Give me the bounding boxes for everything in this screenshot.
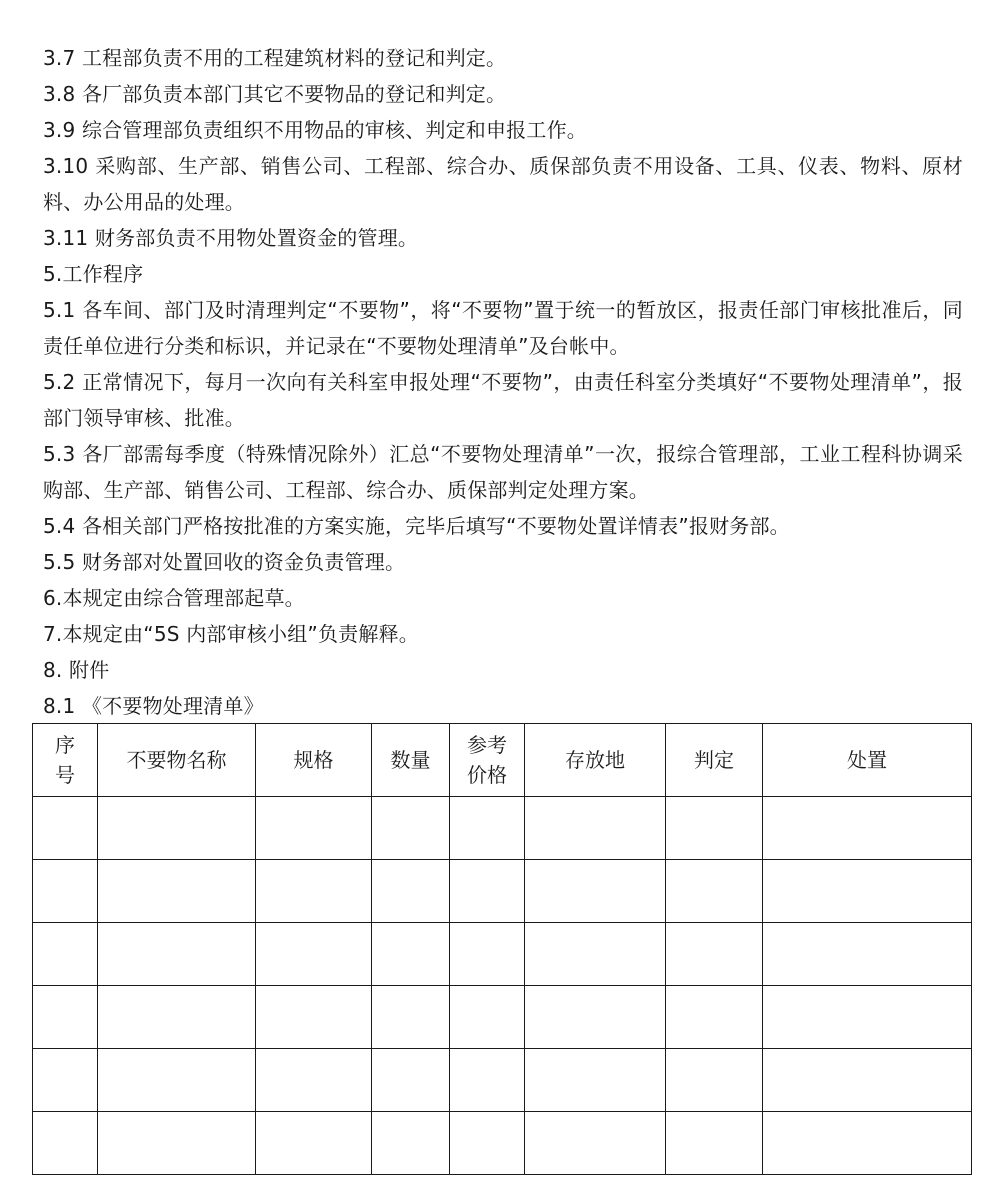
table-cell[interactable] [525,923,666,986]
header-reference-price [450,724,525,797]
header-quantity: 数量 [372,724,450,797]
paragraph: 5.1 各车间、部门及时清理判定“不要物”，将“不要物”置于统一的暂放区，报责任部门审核批准后，同责任单位进行分类和标识，并记录在“不要物处理清单”及台帐中。 [43,298,963,358]
table-cell[interactable] [450,797,525,860]
paragraph: 5.5 财务部对处置回收的资金负责管理。 [43,550,406,574]
table-cell[interactable] [450,1112,525,1175]
paragraph: 3.7 工程部负责不用的工程建筑材料的登记和判定。 [43,46,507,70]
table-cell[interactable] [372,797,450,860]
paragraph: 3.11 财务部负责不用物处置资金的管理。 [43,226,419,250]
disposal-list-table [32,723,972,1175]
table-cell[interactable] [450,923,525,986]
table-header-row [33,724,972,797]
table-cell[interactable] [256,1112,372,1175]
table-row [33,1049,972,1112]
table-cell[interactable] [33,860,98,923]
table-cell[interactable] [763,923,972,986]
disposal-list-table-wrap [32,723,971,1175]
table-cell[interactable] [372,1049,450,1112]
table-cell[interactable] [525,986,666,1049]
table-cell[interactable] [372,923,450,986]
table-cell[interactable] [33,797,98,860]
header-serial-no [33,724,98,797]
section-heading: 8. 附件 [43,658,110,682]
table-row [33,923,972,986]
table-cell[interactable] [666,923,763,986]
table-cell[interactable] [98,1049,256,1112]
header-item-name: 不要物名称 [98,724,256,797]
table-cell[interactable] [98,923,256,986]
table-cell[interactable] [98,860,256,923]
table-cell[interactable] [763,1112,972,1175]
table-cell[interactable] [763,986,972,1049]
paragraph: 5.4 各相关部门严格按批准的方案实施，完毕后填写“不要物处置详情表”报财务部。 [43,514,790,538]
table-cell[interactable] [98,986,256,1049]
table-cell[interactable] [666,797,763,860]
header-disposal: 处置 [763,724,972,797]
table-cell[interactable] [525,1112,666,1175]
table-cell[interactable] [372,986,450,1049]
table-row [33,797,972,860]
table-cell[interactable] [763,860,972,923]
table-cell[interactable] [525,797,666,860]
table-cell[interactable] [256,986,372,1049]
paragraph: 7.本规定由“5S 内部审核小组”负责解释。 [43,622,419,646]
table-cell[interactable] [450,1049,525,1112]
header-line: 参考 [467,733,507,757]
header-judgement: 判定 [666,724,763,797]
table-cell[interactable] [33,1112,98,1175]
table-cell[interactable] [33,986,98,1049]
table-cell[interactable] [525,860,666,923]
header-line: 价格 [467,763,507,787]
table-cell[interactable] [666,1049,763,1112]
table-cell[interactable] [666,1112,763,1175]
attachment-title: 8.1 《不要物处理清单》 [43,694,264,718]
table-cell[interactable] [256,1049,372,1112]
table-cell[interactable] [98,797,256,860]
header-storage-location: 存放地 [525,724,666,797]
paragraph: 3.10 采购部、生产部、销售公司、工程部、综合办、质保部负责不用设备、工具、仪表、物料、原材料、办公用品的处理。 [43,154,963,214]
body-text [43,40,963,724]
paragraph: 3.9 综合管理部负责组织不用物品的审核、判定和申报工作。 [43,118,587,142]
table-row [33,986,972,1049]
paragraph: 6.本规定由综合管理部起草。 [43,586,305,610]
header-line: 号 [55,763,75,787]
table-cell[interactable] [450,986,525,1049]
table-cell[interactable] [256,923,372,986]
section-heading: 5.工作程序 [43,262,144,286]
header-spec: 规格 [256,724,372,797]
table-cell[interactable] [33,1049,98,1112]
table-cell[interactable] [666,860,763,923]
table-cell[interactable] [763,797,972,860]
table-cell[interactable] [256,860,372,923]
table-cell[interactable] [525,1049,666,1112]
table-cell[interactable] [372,860,450,923]
table-cell[interactable] [33,923,98,986]
table-row [33,860,972,923]
header-line: 序 [55,733,75,757]
table-cell[interactable] [256,797,372,860]
table-cell[interactable] [763,1049,972,1112]
table-row [33,1112,972,1175]
paragraph: 3.8 各厂部负责本部门其它不要物品的登记和判定。 [43,82,507,106]
table-cell[interactable] [372,1112,450,1175]
paragraph: 5.2 正常情况下，每月一次向有关科室申报处理“不要物”，由责任科室分类填好“不要物处理清单”，报部门领导审核、批准。 [43,370,963,430]
table-cell[interactable] [666,986,763,1049]
table-cell[interactable] [98,1112,256,1175]
paragraph: 5.3 各厂部需每季度（特殊情况除外）汇总“不要物处理清单”一次，报综合管理部，工业工程科协调采购部、生产部、销售公司、工程部、综合办、质保部判定处理方案。 [43,442,963,502]
table-cell[interactable] [450,860,525,923]
